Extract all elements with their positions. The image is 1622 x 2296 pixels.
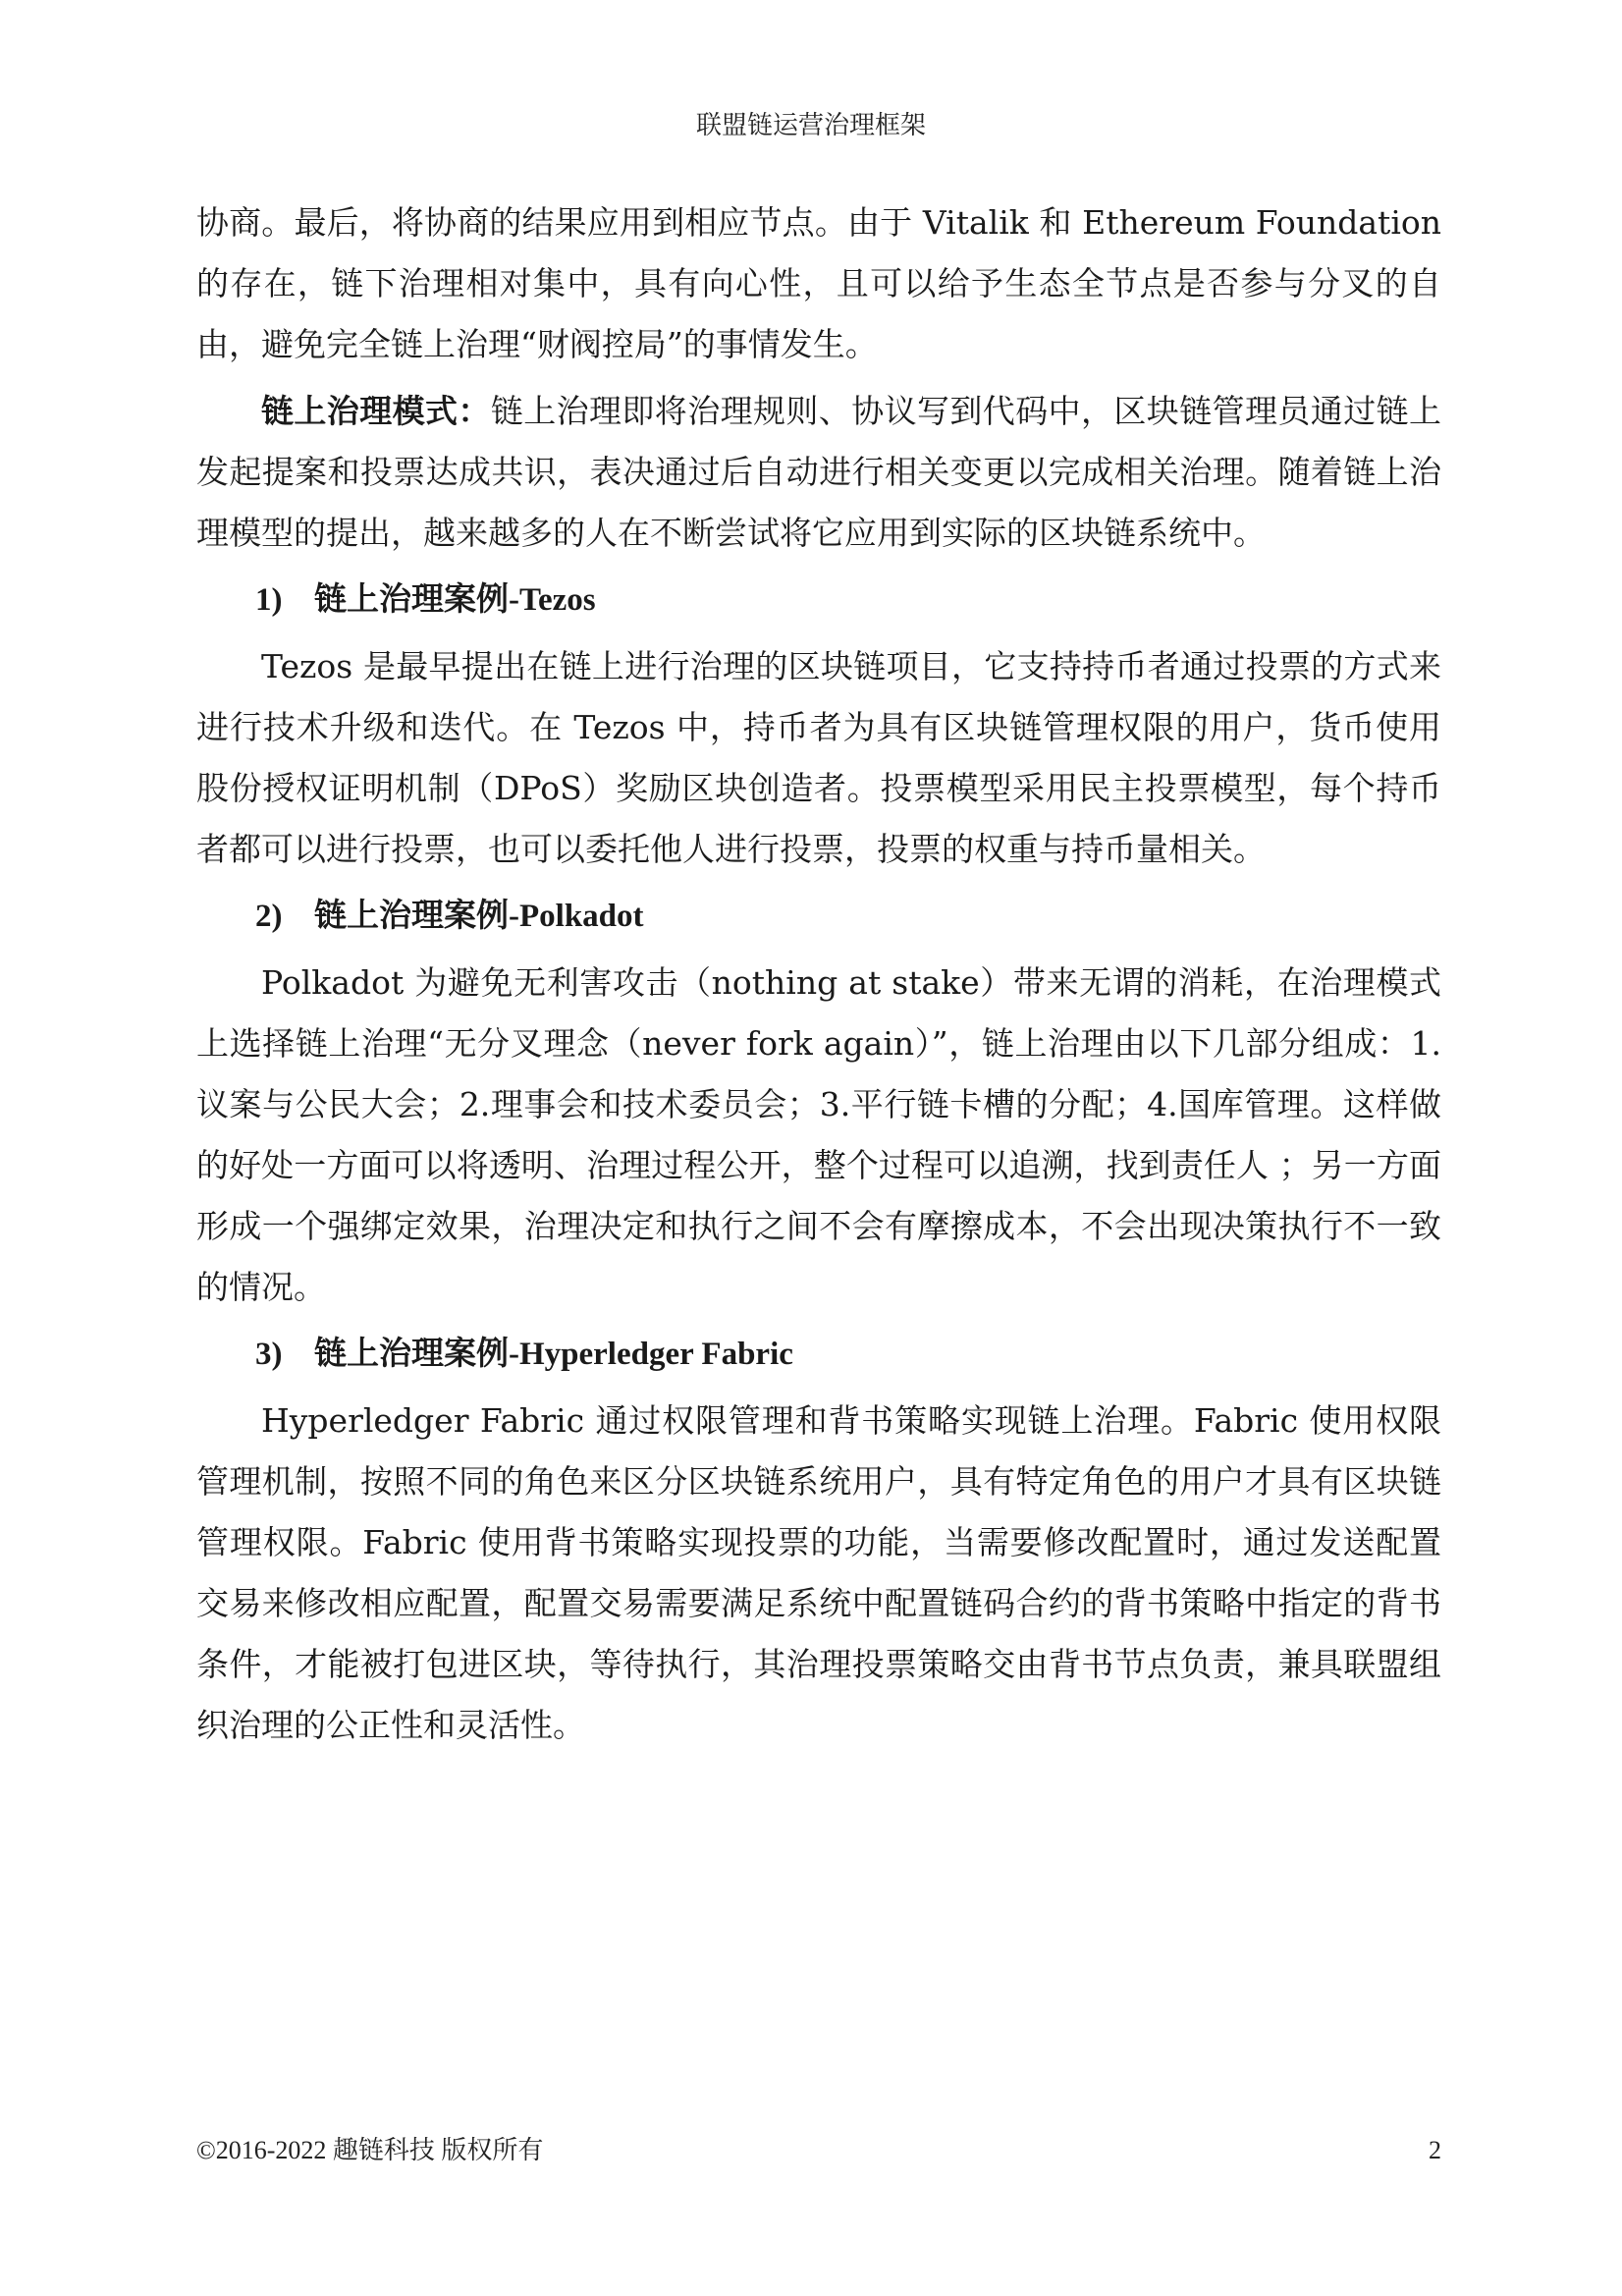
page-footer — [196, 2131, 1441, 2170]
subheading-tezos — [196, 570, 1441, 630]
paragraph-polkadot: Polkadot 为避免无利害攻击（nothing at stake）带来无谓的消耗，在治理模式上选择链上治理“无分叉理念（never fork again）”，链上治理由以下几部分组成：1.议案与公民大会；2.理事会和技术委员会；3.平行链卡槽的分配；4.国库管理。这样做的好处一方面可以将透明、治理过程公开，整个过程可以追溯，找到责任人 ；另一方面形成一个强绑定效果，治理决定和执行之间不会有摩擦成本，不会出现决策执行不一致的情况。 — [196, 963, 1441, 1306]
subheading-polkadot — [196, 886, 1441, 947]
paragraph-hyperledger-fabric: Hyperledger Fabric 通过权限管理和背书策略实现链上治理。Fabric 使用权限管理机制，按照不同的角色来区分区块链系统用户，具有特定角色的用户才具有区块链管理权限。Fabric 使用背书策略实现投票的功能，当需要修改配置时，通过发送配置交易来修改相应配置，配置交易需要满足系统中配置链码合约的背书策略中指定的背书条件，才能被打包进区块，等待执行，其治理投票策略交由背书节点负责，兼具联盟组织治理的公正性和灵活性。 — [196, 1401, 1441, 1744]
onchain-mode-text: 链上治理即将治理规则、协议写到代码中，区块链管理员通过链上发起提案和投票达成共识，表决通过后自动进行相关变更以完成相关治理。随着链上治理模型的提出，越来越多的人在不断尝试将它应用到实际的区块链系统中。 — [196, 392, 1442, 552]
paragraph-onchain-mode — [196, 381, 1441, 564]
subheading-number: 2) — [255, 899, 283, 934]
subheading-number: 1) — [255, 582, 283, 618]
paragraph-tezos: Tezos 是最早提出在链上进行治理的区块链项目，它支持持币者通过投票的方式来进行技术升级和迭代。在 Tezos 中，持币者为具有区块链管理权限的用户，货币使用股份授权证明机制（DPoS）奖励区块创造者。投票模型采用民主投票模型，每个持币者都可以进行投票，也可以委托他人进行投票，投票的权重与持币量相关。 — [196, 647, 1441, 868]
subheading-title: 链上治理案例-Hyperledger Fabric — [314, 1337, 793, 1372]
copyright-notice: ©2016-2022 趣链科技 版权所有 — [196, 2136, 544, 2164]
subheading-title: 链上治理案例-Polkadot — [314, 899, 644, 934]
paragraph-offchain-continued: 协商。最后，将协商的结果应用到相应节点。由于 Vitalik 和 Ethereum Foundation 的存在，链下治理相对集中，具有向心性，且可以给予生态全节点是否参与分叉的自由，避免完全链上治理“财阀控局”的事情发生。 — [196, 203, 1441, 363]
subheading-hyperledger-fabric — [196, 1324, 1441, 1385]
document-body — [196, 192, 1441, 1762]
subheading-title: 链上治理案例-Tezos — [314, 582, 596, 618]
onchain-mode-heading: 链上治理模式： — [261, 392, 491, 430]
page-header: 联盟链运营治理框架 — [695, 111, 926, 140]
page-number: 2 — [1429, 2136, 1441, 2164]
subheading-number: 3) — [255, 1337, 283, 1372]
